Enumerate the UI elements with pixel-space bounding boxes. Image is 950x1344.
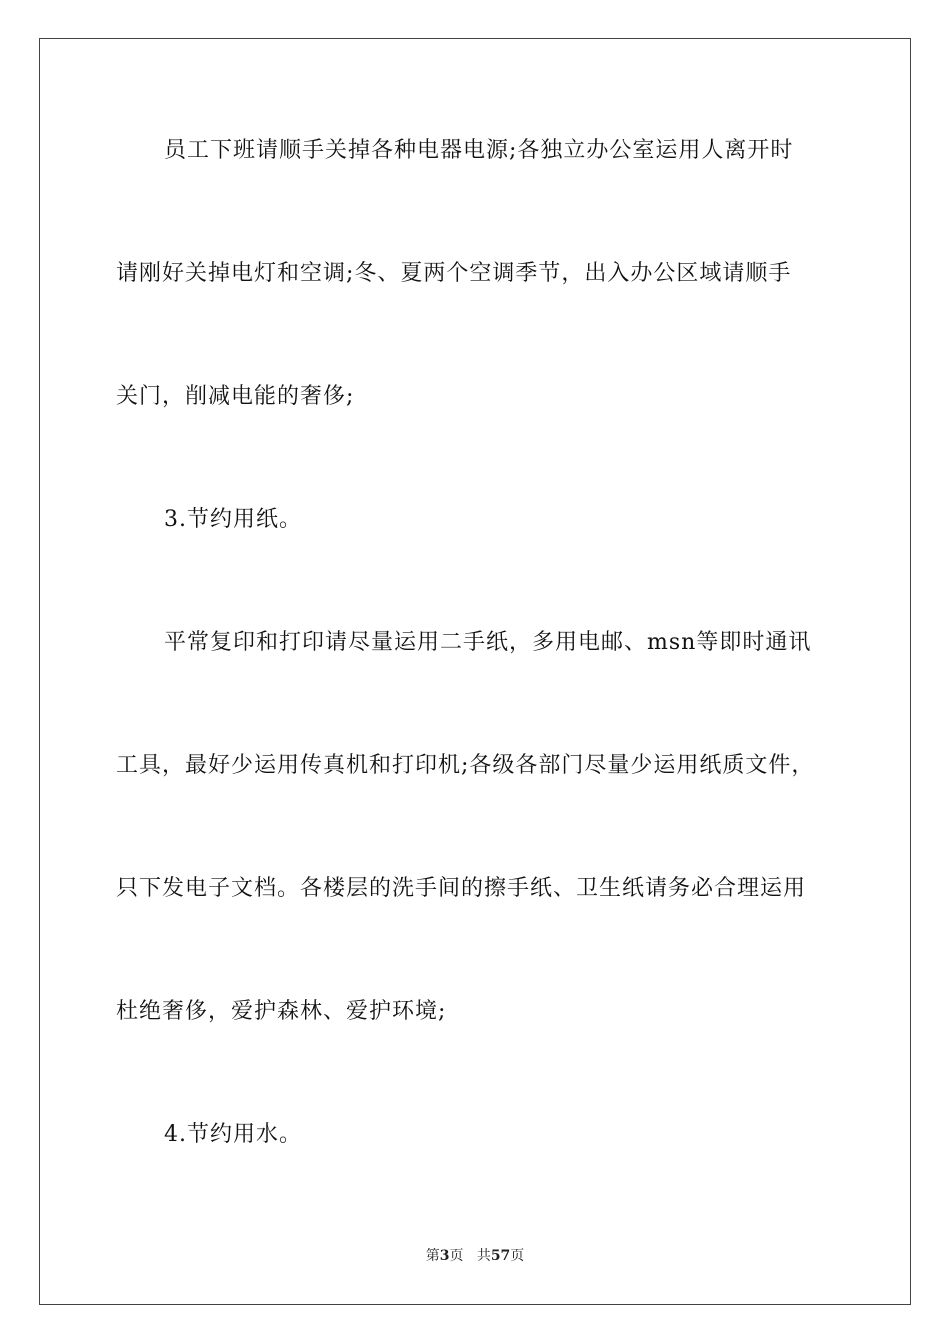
footer-page-number: 3 xyxy=(439,1248,450,1264)
page-footer xyxy=(0,1246,950,1266)
paragraph-line: 关门，削减电能的奢侈; xyxy=(116,384,355,409)
footer-total-pages: 57 xyxy=(490,1248,511,1264)
paragraph-line: 平常复印和打印请尽量运用二手纸，多用电邮、msn等即时通讯 xyxy=(164,630,812,655)
section-heading: 3.节约用纸。 xyxy=(164,507,302,532)
paragraph-line: 工具，最好少运用传真机和打印机;各级各部门尽量少运用纸质文件， xyxy=(116,753,815,778)
paragraph-line: 请刚好关掉电灯和空调;冬、夏两个空调季节，出入办公区域请顺手 xyxy=(116,261,792,286)
page-border xyxy=(39,38,911,1305)
footer-page-suffix: 页 xyxy=(449,1248,464,1264)
footer-total-prefix: 共 xyxy=(476,1248,491,1264)
footer-total-suffix: 页 xyxy=(510,1248,525,1264)
paragraph-line: 员工下班请顺手关掉各种电器电源;各独立办公室运用人离开时 xyxy=(164,138,794,163)
footer-prefix: 第 xyxy=(425,1248,440,1264)
section-heading: 4.节约用水。 xyxy=(164,1122,302,1147)
paragraph-line: 杜绝奢侈，爱护森林、爱护环境; xyxy=(116,999,447,1024)
paragraph-line: 只下发电子文档。各楼层的洗手间的擦手纸、卫生纸请务必合理运用 xyxy=(116,876,807,901)
